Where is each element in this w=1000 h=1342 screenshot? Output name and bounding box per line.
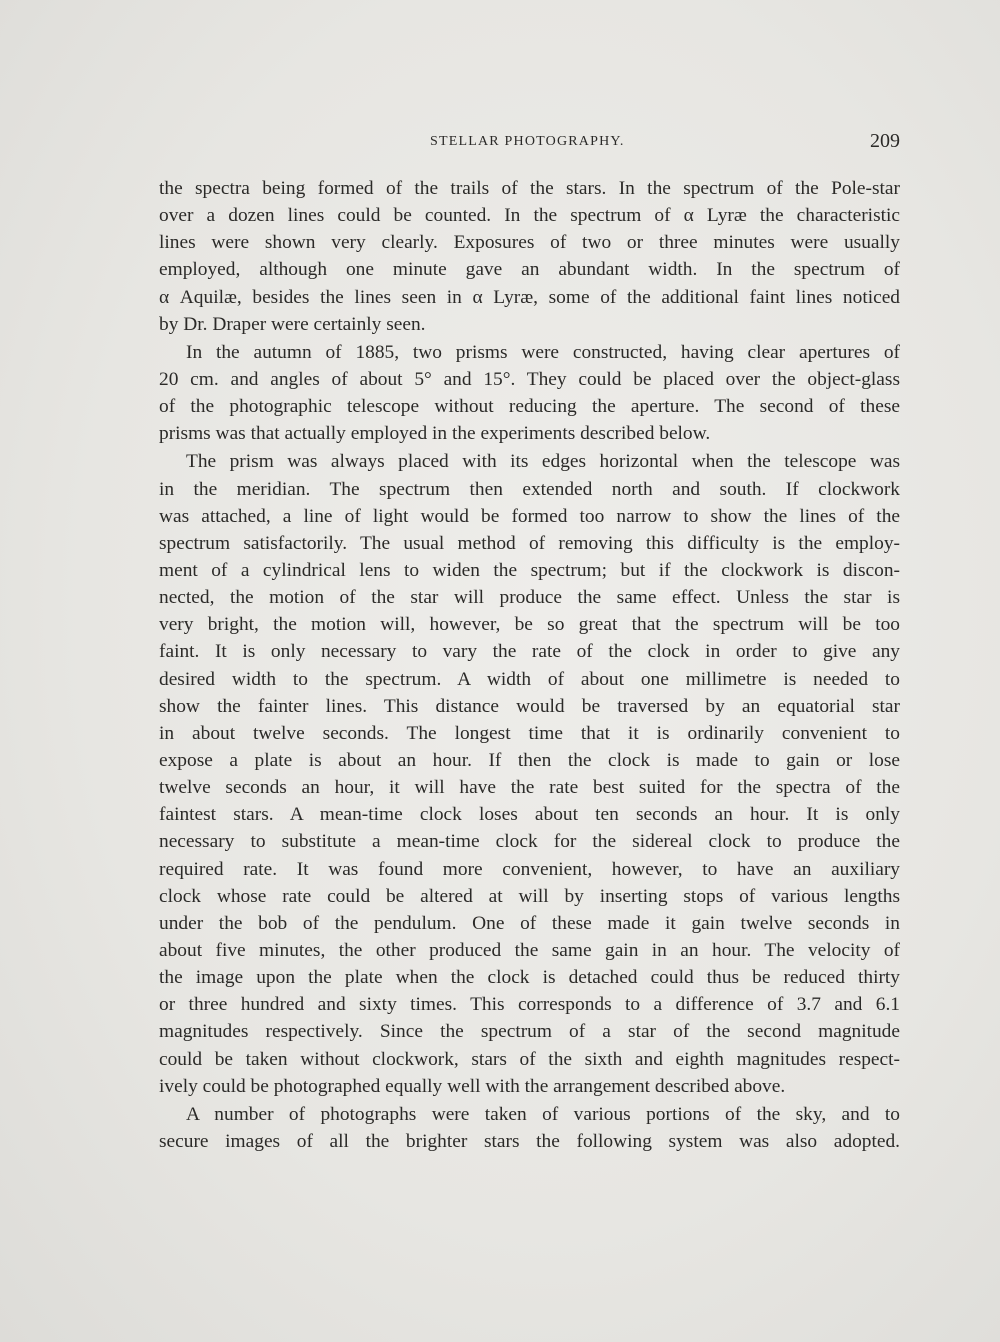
text-line: secure images of all the brighter stars the following system was also adopted.	[159, 1130, 900, 1152]
text-line: or three hundred and sixty times. This corresponds to a difference of 3.7 and 6.1	[159, 994, 900, 1016]
running-title: STELLAR PHOTOGRAPHY.	[430, 134, 625, 149]
text-line: spectrum satisfactorily. The usual method of removing this difficulty is the employ-	[159, 532, 900, 554]
text-line: prisms was that actually employed in the experiments described below.	[159, 423, 711, 445]
page-header	[160, 130, 900, 158]
text-line: ively could be photographed equally well with the arrangement described above.	[159, 1075, 786, 1097]
text-line: lines were shown very clearly. Exposures of two or three minutes were usually	[159, 232, 900, 254]
paragraph-3	[159, 448, 900, 1099]
text-line: could be taken without clockwork, stars of the sixth and eighth magnitudes respect-	[159, 1048, 900, 1070]
page-number: 209	[870, 130, 900, 152]
text-line: of the photographic telescope without reducing the aperture. The second of these	[159, 396, 900, 418]
text-line: the spectra being formed of the trails of the stars. In the spectrum of the Pole-star	[159, 178, 900, 199]
text-line: about five minutes, the other produced the same gain in an hour. The velocity of	[159, 939, 900, 961]
text-line: faint. It is only necessary to vary the rate of the clock in order to give any	[159, 641, 900, 663]
text-line: was attached, a line of light would be formed too narrow to show the lines of the	[159, 505, 900, 527]
paragraph-4	[159, 1101, 900, 1155]
text-line: magnitudes respectively. Since the spectrum of a star of the second magnitude	[159, 1021, 900, 1043]
text-line: ment of a cylindrical lens to widen the spectrum; but if the clockwork is discon-	[159, 559, 900, 581]
text-line: very bright, the motion will, however, be so great that the spectrum will be too	[159, 614, 900, 636]
text-line: in the meridian. The spectrum then extended north and south. If clockwork	[159, 478, 900, 500]
text-line: under the bob of the pendulum. One of these made it gain twelve seconds in	[159, 912, 900, 934]
paragraph-2	[159, 339, 900, 448]
text-line: show the fainter lines. This distance would be traversed by an equatorial star	[159, 695, 900, 717]
text-line: twelve seconds an hour, it will have the rate best suited for the spectra of the	[159, 777, 900, 799]
body-text	[159, 175, 900, 1155]
text-line: necessary to substitute a mean-time clock for the sidereal clock to produce the	[159, 831, 900, 853]
text-line: over a dozen lines could be counted. In the spectrum of α Lyræ the characteristic	[159, 205, 900, 227]
text-line: employed, although one minute gave an abundant width. In the spectrum of	[159, 259, 900, 281]
text-line: 20 cm. and angles of about 5° and 15°. They could be placed over the object-glass	[159, 368, 900, 390]
text-line: The prism was always placed with its edges horizontal when the telescope was	[186, 451, 900, 473]
text-line: in about twelve seconds. The longest time that it is ordinarily convenient to	[159, 722, 900, 744]
text-line: nected, the motion of the star will produce the same effect. Unless the star is	[159, 587, 900, 609]
text-line: required rate. It was found more convenient, however, to have an auxiliary	[159, 858, 900, 880]
text-line: clock whose rate could be altered at will by inserting stops of various lengths	[159, 885, 900, 907]
text-line: expose a plate is about an hour. If then the clock is made to gain or lose	[159, 749, 900, 771]
paragraph-1	[159, 175, 900, 338]
text-line: α Aquilæ, besides the lines seen in α Lyræ, some of the additional faint lines noticed	[159, 286, 900, 308]
text-line: the image upon the plate when the clock is detached could thus be reduced thirty	[159, 967, 900, 989]
text-line: A number of photographs were taken of various portions of the sky, and to	[186, 1103, 900, 1125]
text-line: faintest stars. A mean-time clock loses about ten seconds an hour. It is only	[159, 804, 900, 826]
text-line: by Dr. Draper were certainly seen.	[159, 313, 426, 335]
text-line: desired width to the spectrum. A width of about one millimetre is needed to	[159, 668, 900, 690]
text-line: In the autumn of 1885, two prisms were constructed, having clear apertures of	[186, 341, 900, 363]
